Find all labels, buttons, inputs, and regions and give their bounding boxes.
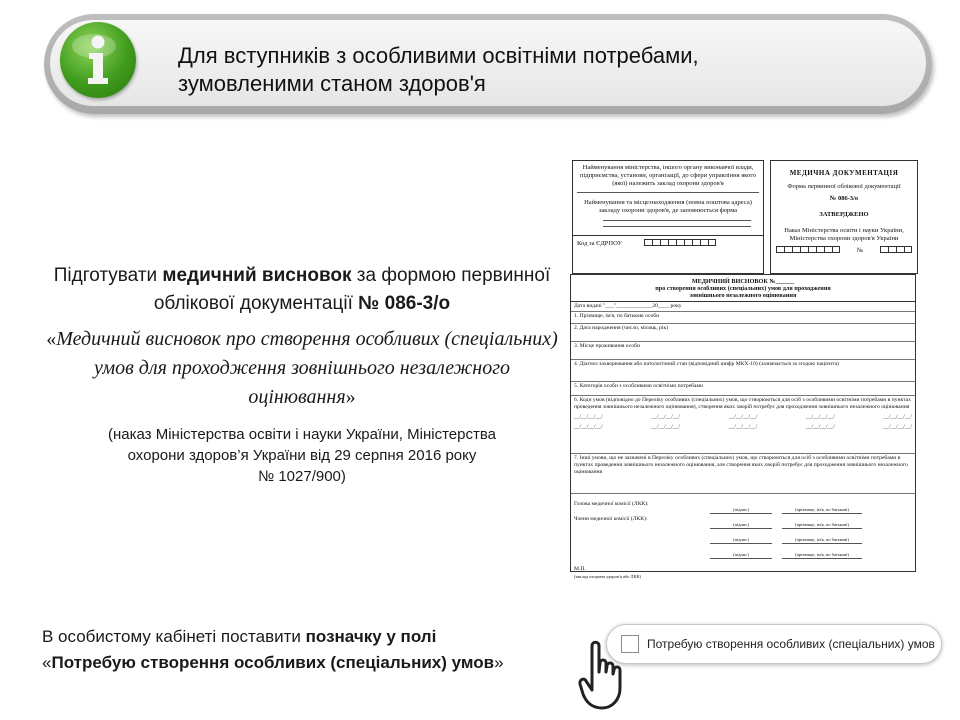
- form-scan-header-right: [770, 160, 918, 274]
- instruction-quote-close: »: [494, 653, 504, 672]
- form-head-row: [571, 500, 915, 515]
- form-members-row: [571, 515, 915, 530]
- form-issue-date: Дата видачі "___"_____________20____ року: [571, 302, 915, 312]
- form-order-number-row: [776, 246, 912, 256]
- form-field-name: 1. Прізвище, ім'я, по батькові особи: [571, 312, 915, 324]
- lead-bold-form-number: № 086-3/о: [358, 293, 451, 314]
- quote-close: »: [345, 386, 356, 408]
- banner-title-line2: зумовленими станом здоров'я: [178, 71, 486, 96]
- form-commission: [571, 494, 915, 580]
- form-date-cells: [776, 246, 840, 256]
- form-members-row: [571, 545, 915, 560]
- form-institution-caption: Найменування та місцезнаходження (повна поштова адреса) закладу охорони здоров'я, де заповнюється форма: [584, 199, 752, 214]
- form-field-diagnosis: 4. Діагноз захворювання або патологічний стан (відповідний шифр МКХ-10) (зазначається за згодою пацієнта): [571, 360, 915, 382]
- form-heading: МЕДИЧНА ДОКУМЕНТАЦІЯ: [789, 169, 899, 177]
- order-reference-line1: (наказ Міністерства освіти і науки України, Міністерства: [108, 426, 496, 443]
- lead-text: Підготувати: [53, 265, 163, 286]
- form-type-line: Форма первинної облікової документації: [787, 183, 901, 190]
- form-name-caption: (прізвище, ім'я, по батькові): [782, 546, 862, 559]
- form-stamp-label: М.П.: [574, 566, 586, 572]
- form-name-caption: (прізвище, ім'я, по батькові): [782, 531, 862, 544]
- form-field-other-conditions: 7. Інші умови, що не зазначені в Переліку особливих (спеціальних) умов, що створюються для осіб з особливими освітніми потребами в пунктах проведення зовнішнього незалежного оцінювання, але створення яких хворій потребує для проходження зовнішнього незалежного оцінювання: [571, 454, 915, 494]
- banner-title: [178, 42, 878, 98]
- form-field-category: 5. Категорія особи з особливими освітніми потребами: [571, 382, 915, 396]
- order-reference-line2: охорони здоров’я України від 29 серпня 2016 року: [127, 447, 477, 464]
- quote-open: «: [46, 328, 57, 350]
- form-ministry-caption: Найменування міністерства, іншого органу виконавчої влади, підприємства, установи, організації, до сфери управління якого (якої) належить заклад охорони здоров'я: [579, 164, 757, 187]
- instruction-text: В особистому кабінеті поставити: [42, 627, 306, 646]
- special-conditions-checkbox-field[interactable]: [606, 624, 942, 664]
- form-field-residence: 3. Місце проживання особи: [571, 342, 915, 360]
- form-field-codes: [571, 396, 915, 454]
- cabinet-instruction: [42, 624, 562, 676]
- form-edrpou-cells: [644, 239, 716, 249]
- instruction-bold-field: Потребую створення особливих (спеціальних) умов: [51, 653, 495, 672]
- order-reference: [60, 424, 544, 487]
- form-line: [603, 220, 751, 221]
- form-codes-row1: __/__/__/__/ __/__/__/__/ __/__/__/__/ __/__/__/__/ __/__/__/__/: [574, 414, 912, 420]
- special-conditions-checkbox-label: Потребую створення особливих (спеціальних) умов: [647, 637, 935, 651]
- lead-paragraph: [46, 262, 558, 318]
- form-stamp: [571, 560, 915, 580]
- form-stamp-note: (заклад охорони здоров'я або ЛКК): [574, 574, 642, 579]
- form-main-title-line1: МЕДИЧНИЙ ВИСНОВОК №______: [691, 278, 795, 285]
- order-reference-line3: № 1027/900): [258, 468, 346, 485]
- form-order: Наказ Міністерства освіти і науки України, Міністерства охорони здоров'я України: [784, 227, 904, 242]
- quote-text: Медичний висновок про створення особливих (спеціальних) умов для проходження зовнішнього незалежного оцінювання: [56, 328, 558, 408]
- instruction-bold-mark: позначку у полі: [305, 627, 437, 646]
- banner-title-line1: Для вступників з особливими освітніми потребами,: [178, 43, 699, 68]
- form-edrpou-label: Код за ЄДРПОУ: [577, 240, 623, 247]
- form-line: [603, 226, 751, 227]
- form-approved: ЗАТВЕРДЖЕНО: [819, 211, 869, 218]
- lead-text-form: за формою первинної облікової документації: [153, 265, 551, 314]
- form-sign-caption: (підпис): [710, 516, 772, 529]
- info-icon: [60, 22, 136, 98]
- form-main-title: [571, 275, 915, 302]
- form-no-cells: [880, 246, 912, 256]
- form-members-row: [571, 530, 915, 545]
- instruction-quote-open: «: [42, 653, 52, 672]
- form-line: [577, 192, 759, 193]
- form-main-title-line3: зовнішнього незалежного оцінювання: [689, 292, 797, 299]
- form-number: № 086-3/о: [829, 195, 859, 202]
- form-sign-caption: (підпис): [710, 501, 772, 514]
- form-name-caption: (прізвище, ім'я, по батькові): [782, 516, 862, 529]
- form-head-label: Голова медичної комісії (ЛКК):: [574, 501, 649, 507]
- form-sign-caption: (підпис): [710, 546, 772, 559]
- form-field-codes-text: 6. Коди умов (відповідно до Переліку особливих (спеціальних) умов, що створюються для осіб з особливими освітніми потребами в пунктах проведення зовнішнього незалежного оцінювання), створення яких хворій потребує для проходження зовнішнього незалежного оцінювання: [574, 397, 911, 410]
- form-edrpou-row: [573, 235, 763, 249]
- form-sign-caption: (підпис): [710, 531, 772, 544]
- form-scan-header-left: [572, 160, 764, 274]
- form-no-label: №: [856, 247, 864, 254]
- document-title-quote: [46, 325, 558, 412]
- form-members-label: Члени медичної комісії (ЛКК):: [574, 516, 648, 522]
- form-codes-row2: __/__/__/__/ __/__/__/__/ __/__/__/__/ __/__/__/__/ __/__/__/__/: [574, 424, 912, 430]
- form-main-title-line2: про створення особливих (спеціальних) умов для проходження: [655, 285, 831, 292]
- pointing-hand-icon: [578, 638, 628, 710]
- form-field-birthdate: 2. Дата народження (число, місяць, рік): [571, 324, 915, 342]
- form-scan-main: [570, 274, 916, 579]
- lead-bold-medical-report: медичний висновок: [162, 265, 352, 286]
- form-name-caption: (прізвище, ім'я, по батькові): [782, 501, 862, 514]
